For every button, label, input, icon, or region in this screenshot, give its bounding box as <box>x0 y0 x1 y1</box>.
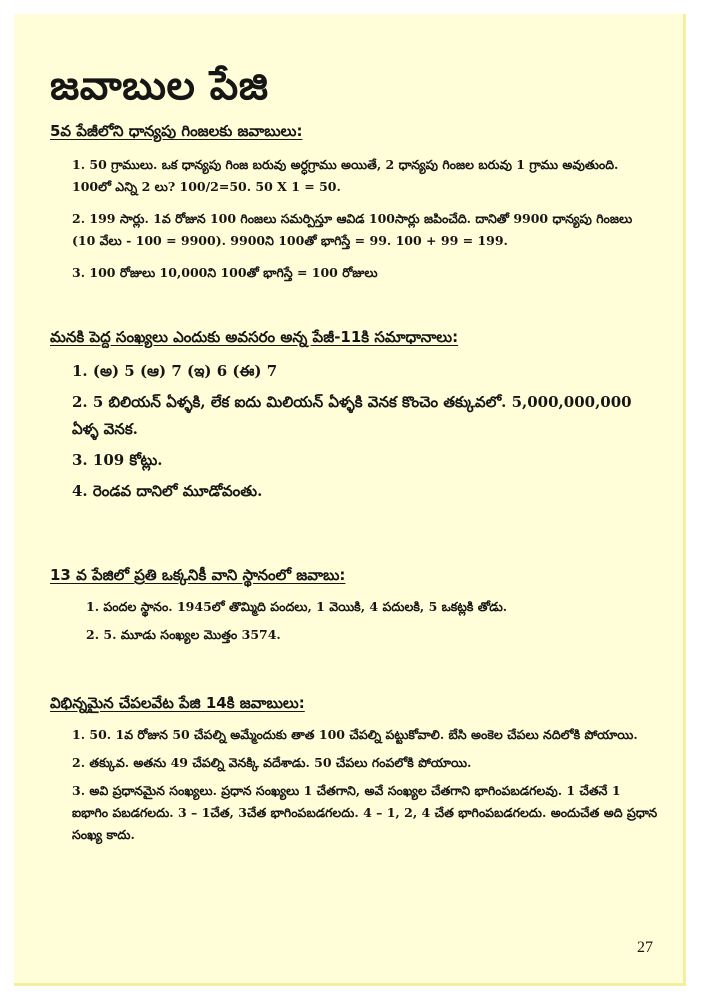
list-item: 3. అవి ప్రధానమైన సంఖ్యలు. ప్రధాన సంఖ్యలు 1 చేతగాని, అవే సంఖ్యల చేతగాని భాగింపబడగలవు. 1 చేతనే 1 ఐభాగిం పబడగలదు. 3 – 1చేత, 3చేత భాగింపబడగలదు. 4 – 1, 2, 4 చేత భాగింపబడగలదు. అందుచేత అది ప్రధాన సంఖ్య కాదు. <box>72 783 658 842</box>
list-item: 4. రెండవ దానిలో మూడోవంతు. <box>72 482 263 500</box>
page-title: జవాబుల పేజి <box>50 63 269 109</box>
section-heading: 5వ పేజీలోని ధాన్యపు గింజలకు జవాబులు: <box>50 122 303 140</box>
list-item: 1. 50. 1వ రోజున 50 చేపల్ని అమ్మేందుకు తాత 100 చేపల్ని పట్టుకోవాలి. బేసి అంకెల చేపలు నదిలోకి పోయాయి. <box>72 727 638 742</box>
section-heading: 13 వ పేజిలో ప్రతి ఒక్కనికీ వాని స్థానంలో జవాబు: <box>50 566 346 584</box>
list-item: 2. 199 సార్లు. 1వ రోజున 100 గింజలు సమర్పిస్తూ ఆవిడ 100సార్లు జపించేది. దానితో 9900 ధాన్యపు గింజలు (10 వేలు - 100 = 9900). 9900ని 100తో భాగిస్తే = 99. 100 + 99 = 199. <box>72 211 633 248</box>
list-item: 2. తక్కువ. అతను 49 చేపల్ని వెనక్కి వదేశాడు. 50 చేపలు గంపలోకి పోయాయి. <box>72 755 472 770</box>
section-heading: విభిన్నమైన చేపలవేట పేజి 14కి జవాబులు: <box>50 694 305 712</box>
list-item: 1. (అ) 5 (ఆ) 7 (ఇ) 6 (ఈ) 7 <box>72 362 278 380</box>
page-number: 27 <box>637 939 653 956</box>
section-page5-answers <box>50 122 659 284</box>
list-item: 3. 100 రోజులు 10,000ని 100తో భాగిస్తే = 100 రోజులు <box>72 265 378 280</box>
answer-list <box>50 724 659 846</box>
list-item: 2. 5. మూడు సంఖ్యల మొత్తం 3574. <box>86 627 281 642</box>
answer-list <box>50 596 659 646</box>
list-item: 1. 50 గ్రాములు. ఒక ధాన్యపు గింజ బరువు అర్ధగ్రాము అయితే, 2 ధాన్యపు గింజల బరువు 1 గ్రాము అవుతుంది. 100లో ఎన్ని 2 లు? 100/2=50. 50 X 1 = 50. <box>72 157 619 194</box>
section-page11-answers <box>50 328 659 505</box>
section-heading: మనకి పెద్ద సంఖ్యలు ఎందుకు అవసరం అన్న పేజీ-11కి సమాధానాలు: <box>50 328 459 346</box>
section-page13-answers <box>50 566 659 646</box>
section-page14-answers <box>50 694 659 846</box>
list-item: 1. పందల స్థానం. 1945లో తొమ్మిది పందలు, 1 వెయికి, 4 పదులకి, 5 ఒకట్లకి తోడు. <box>86 599 508 614</box>
answer-page <box>14 14 686 986</box>
list-item: 2. 5 బిలియన్ ఏళ్ళకి, లేక ఐదు మిలియన్ ఏళ్ళకి వెనక కొంచెం తక్కువలో. 5,000,000,000 ఏళ్ళ వెనక. <box>72 393 632 438</box>
answer-list <box>50 154 659 284</box>
list-item: 3. 109 కోట్లు. <box>72 451 163 469</box>
answer-list <box>50 358 659 505</box>
